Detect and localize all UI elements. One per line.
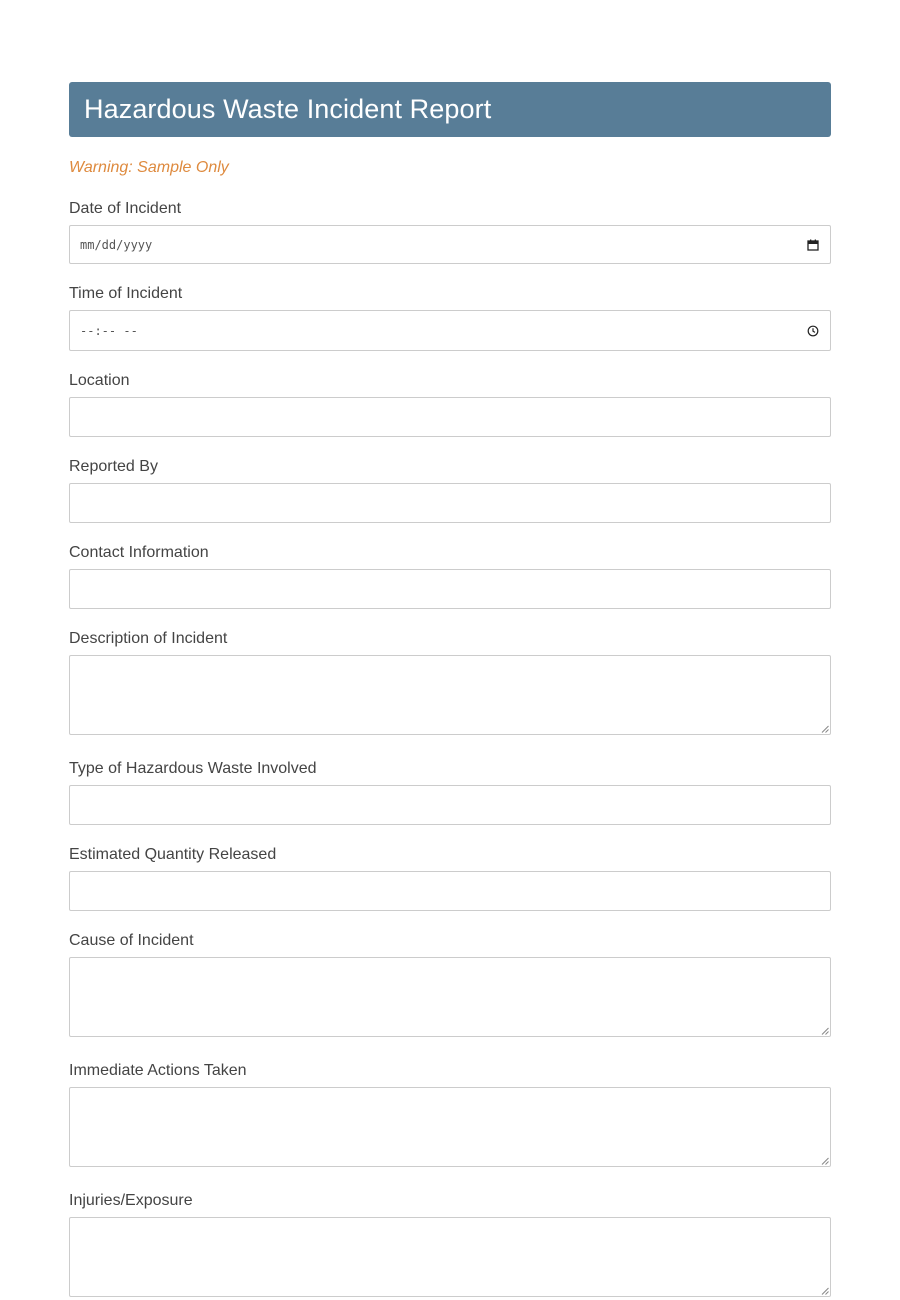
contact-information-label: Contact Information (69, 544, 209, 561)
time-of-incident-label: Time of Incident (69, 285, 183, 302)
cause-of-incident-label: Cause of Incident (69, 932, 194, 949)
date-of-incident-label: Date of Incident (69, 200, 182, 217)
clock-icon[interactable] (807, 325, 819, 337)
time-placeholder: --:-- -- (80, 323, 138, 338)
date-of-incident-input[interactable] (69, 225, 831, 264)
estimated-quantity-released-input[interactable] (69, 871, 831, 911)
resize-grip-icon[interactable] (821, 1157, 829, 1165)
page-title: Hazardous Waste Incident Report (84, 94, 492, 124)
cause-of-incident-textarea[interactable] (69, 957, 831, 1037)
injuries-exposure-label: Injuries/Exposure (69, 1192, 193, 1209)
type-of-hazardous-waste-input[interactable] (69, 785, 831, 825)
description-of-incident-textarea[interactable] (69, 655, 831, 735)
resize-grip-icon[interactable] (821, 1287, 829, 1295)
description-of-incident-label: Description of Incident (69, 630, 228, 647)
reported-by-label: Reported By (69, 458, 158, 475)
resize-grip-icon[interactable] (821, 725, 829, 733)
sample-warning: Warning: Sample Only (69, 159, 229, 176)
date-placeholder: mm/dd/yyyy (80, 237, 153, 252)
form-header (69, 82, 831, 137)
estimated-quantity-released-label: Estimated Quantity Released (69, 846, 277, 863)
location-label: Location (69, 372, 130, 389)
calendar-icon[interactable] (807, 239, 819, 251)
injuries-exposure-textarea[interactable] (69, 1217, 831, 1297)
reported-by-input[interactable] (69, 483, 831, 523)
time-of-incident-input[interactable] (69, 310, 831, 351)
contact-information-input[interactable] (69, 569, 831, 609)
type-of-hazardous-waste-label: Type of Hazardous Waste Involved (69, 760, 317, 777)
resize-grip-icon[interactable] (821, 1027, 829, 1035)
location-input[interactable] (69, 397, 831, 437)
immediate-actions-taken-label: Immediate Actions Taken (69, 1062, 247, 1079)
immediate-actions-taken-textarea[interactable] (69, 1087, 831, 1167)
